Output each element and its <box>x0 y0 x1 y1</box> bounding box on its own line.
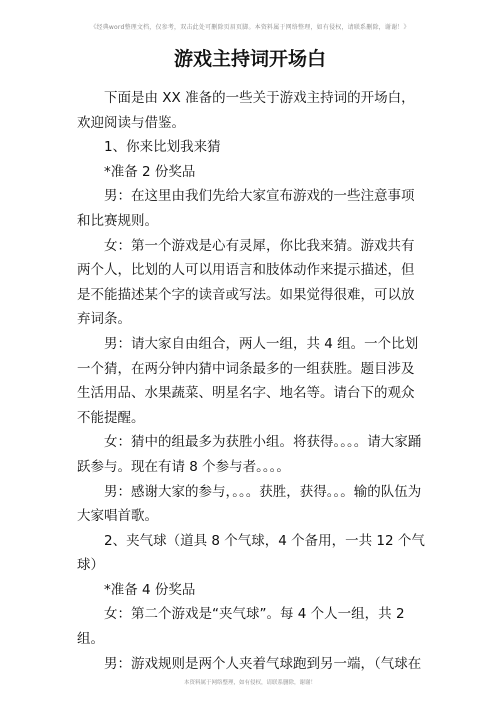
paragraph-male-3: 男：感谢大家的参与，。。。获胜，获得。。。输的队伍为大家唱首歌。 <box>77 483 422 525</box>
paragraph-female-2: 女：猜中的组最多为获胜小组。将获得。。。。请大家踊跃参与。现在有请 8 个参与者。。。。 <box>77 434 422 475</box>
section-heading-1: 1、你来比划我来猜 <box>104 139 221 156</box>
document-title: 游戏主持词开场白 <box>173 48 326 70</box>
section-heading-2: 2、夹气球（道具 8 个气球，4 个备用，一共 12 个气球） <box>77 532 425 574</box>
document-body <box>77 86 427 676</box>
header-note: 《经典word整理文档，仅参考，双击此处可删除页眉页脚。本资料属于网络整理，如有侵权，请联系删除，谢谢！》 <box>90 24 410 31</box>
paragraph-female-3: 女：第二个游戏是“夹气球”。每 4 个人一组，共 2 组。 <box>77 606 405 648</box>
prize-note-2: *准备 4 份奖品 <box>104 581 196 598</box>
paragraph-female-1: 女：第一个游戏是心有灵犀，你比我来猜。游戏共有两个人，比划的人可以用语言和肢体动作来提示描述，但是不能描述某个字的读音或写法。如果觉得很难，可以放弃词条。 <box>77 237 415 328</box>
intro-paragraph: 下面是由 XX 准备的一些关于游戏主持词的开场白，欢迎阅读与借鉴。 <box>77 90 415 131</box>
prize-note-1: *准备 2 份奖品 <box>104 163 196 180</box>
paragraph-male-2: 男：请大家自由组合，两人一组，共 4 组。一个比划一个猜，在两分钟内猜中词条最多的一组获胜。题目涉及生活用品、水果蔬菜、明星名字、地名等。请台下的观众不能提醒。 <box>77 335 419 426</box>
paragraph-male-4: 男：游戏规则是两个人夹着气球跑到另一端，（气球在 <box>104 655 422 672</box>
paragraph-male-1: 男：在这里由我们先给大家宣布游戏的一些注意事项和比赛规则。 <box>77 188 415 229</box>
footer-note: 本资料属于网络整理，如有侵权，请联系删除，谢谢！ <box>183 680 316 686</box>
